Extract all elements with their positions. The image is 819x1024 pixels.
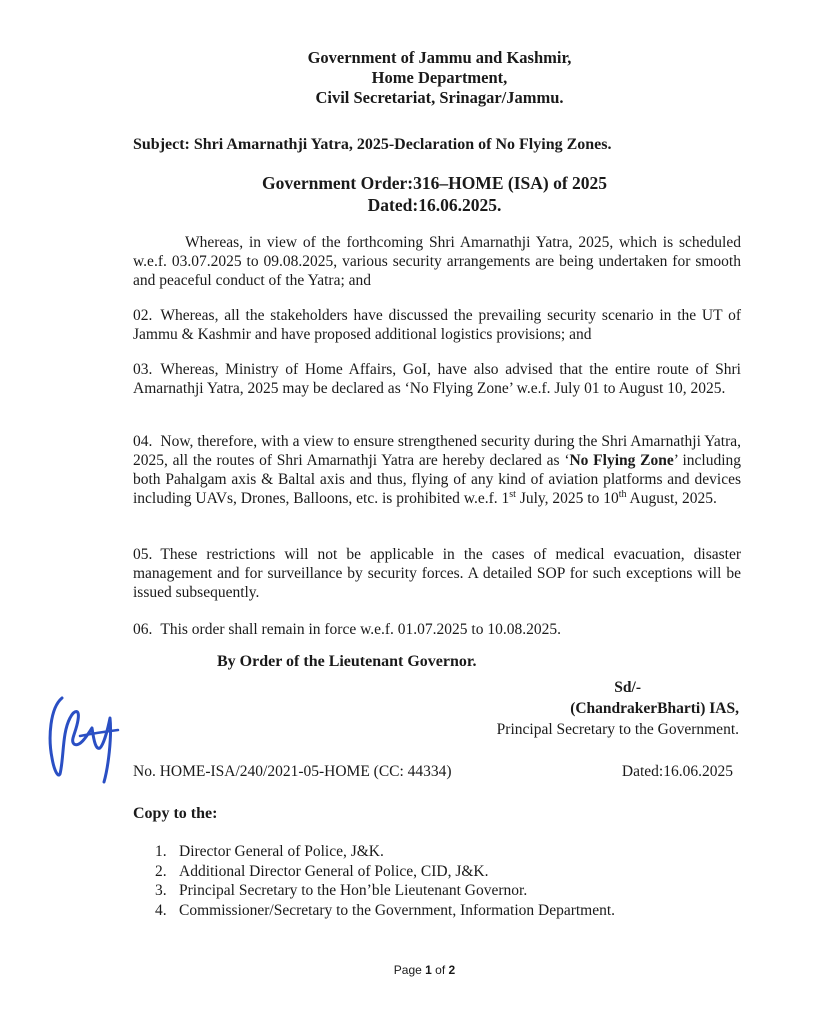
list-item: [155, 881, 615, 901]
order-heading: [0, 172, 819, 216]
signatory-name: (ChandrakerBharti) IAS,: [570, 700, 739, 717]
list-item-number: 1.: [155, 843, 167, 860]
paragraph-text: These restrictions will not be applicable in the cases of medical evacuation, disaster management and for surveillance by security forces. A detailed SOP for such exceptions will be issued subsequently.: [133, 546, 741, 601]
ordinal-suffix: th: [618, 488, 627, 500]
order-number: Government Order:316–HOME (ISA) of 2025: [261, 173, 608, 193]
paragraph-text: July, 2025 to 10: [515, 490, 619, 507]
order-date: Dated:16.06.2025.: [367, 195, 502, 215]
subject-line: Subject: Shri Amarnathji Yatra, 2025-Declaration of No Flying Zones.: [133, 136, 612, 153]
list-item-text: Commissioner/Secretary to the Government, Information Department.: [179, 901, 616, 919]
of-word: of: [435, 963, 446, 977]
paragraph-text: This order shall remain in force w.e.f. 01.07.2025 to 10.08.2025.: [160, 621, 561, 638]
paragraph-1: Whereas, in view of the forthcoming Shri Amarnathji Yatra, 2025, which is scheduled w.e.f. 03.07.2025 to 09.08.2025, various security arrangements are being undertaken for smooth and peaceful conduct of the Yatra; and: [133, 234, 741, 289]
list-item-text: Additional Director General of Police, CID, J&K.: [179, 862, 489, 880]
paragraph-number: 03.: [133, 361, 153, 378]
list-item: [155, 901, 615, 921]
paragraph-number: 06.: [133, 621, 153, 638]
list-item-number: 4.: [155, 901, 167, 919]
no-flying-zone-emphasis: No Flying Zone: [569, 452, 674, 469]
letterhead-department: Home Department,: [371, 68, 508, 87]
list-item: [155, 842, 615, 862]
letterhead: [0, 48, 819, 108]
handwritten-signature: [40, 678, 130, 788]
list-item: [155, 862, 615, 882]
signatory-block: [497, 677, 739, 740]
reference-number: No. HOME-ISA/240/2021-05-HOME (CC: 44334): [133, 763, 452, 780]
list-item-number: 2.: [155, 862, 167, 880]
paragraph-5: [133, 545, 741, 602]
paragraph-text: Whereas, all the stakeholders have discussed the prevailing security scenario in the UT of Jammu & Kashmir and have proposed additional logistics provisions; and: [133, 307, 741, 343]
reference-line: [133, 763, 733, 781]
letterhead-government: Government of Jammu and Kashmir,: [307, 48, 572, 67]
by-order-line: By Order of the Lieutenant Governor.: [217, 653, 477, 670]
copy-to-heading: Copy to the:: [133, 805, 218, 822]
paragraph-text: Now, therefore, with a view to ensure strengthened security during the Shri Amarnathji Yatra, 2025, all the routes of Shri Amarnathji Yatra are hereby declared as ‘: [133, 433, 741, 469]
paragraph-text: ’ including both Pahalgam axis & Baltal axis and thus, flying of any kind of aviation platforms and devices including UAVs, Drones, Balloons, etc. is prohibited w.e.f. 1: [133, 452, 742, 507]
reference-date: Dated:16.06.2025: [621, 763, 733, 780]
paragraph-6: [133, 620, 741, 639]
signatory-designation: Principal Secretary to the Government.: [496, 721, 739, 738]
paragraph-3: [133, 360, 741, 398]
page-word: Page: [393, 963, 422, 977]
paragraph-number: 04.: [133, 433, 153, 450]
ordinal-suffix: st: [509, 488, 516, 500]
letterhead-location: Civil Secretariat, Srinagar/Jammu.: [315, 88, 564, 107]
page-current: 1: [425, 963, 432, 977]
paragraph-text: August, 2025.: [626, 490, 717, 507]
list-item-text: Director General of Police, J&K.: [179, 843, 384, 860]
paragraph-number: 05.: [133, 546, 153, 563]
paragraph-4: [133, 432, 741, 508]
list-item-text: Principal Secretary to the Hon’ble Lieutenant Governor.: [179, 882, 528, 899]
list-item-number: 3.: [155, 882, 167, 899]
signatory-sd: Sd/-: [614, 679, 641, 696]
copy-to-list: [155, 842, 615, 920]
paragraph-text: Whereas, Ministry of Home Affairs, GoI, have also advised that the entire route of Shri Amarnathji Yatra, 2025 may be declared as ‘No Flying Zone’ w.e.f. July 01 to August 10, 2025.: [133, 361, 741, 397]
paragraph-number: 02.: [133, 307, 153, 324]
paragraph-2: [133, 306, 741, 344]
page-footer: [0, 963, 819, 977]
page-total: 2: [448, 963, 456, 977]
